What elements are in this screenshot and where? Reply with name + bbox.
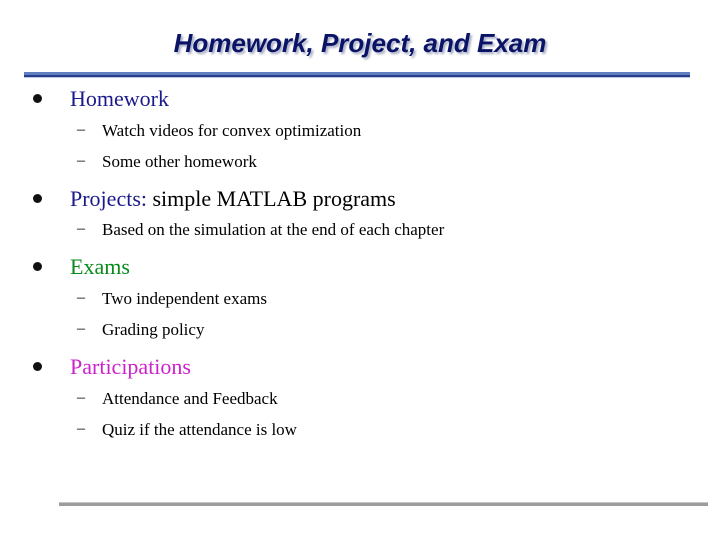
subitem-text: Quiz if the attendance is low	[102, 420, 297, 439]
footer-rule	[59, 502, 708, 506]
dash-icon: –	[77, 289, 85, 306]
bullet-label: Participations	[70, 354, 191, 379]
bullet-label: Homework	[70, 86, 169, 111]
dash-icon: –	[77, 152, 85, 169]
subitem-text: Some other homework	[102, 152, 257, 171]
bullet-dot-icon	[33, 262, 42, 271]
slide-title: Homework, Project, and Exam	[173, 28, 547, 58]
dash-icon: –	[77, 420, 85, 437]
dash-icon: –	[77, 389, 85, 406]
title-underline	[24, 72, 690, 78]
bullet-dot-icon	[33, 94, 42, 103]
subitem-text: Grading policy	[102, 320, 205, 339]
projects-label-colored: Projects:	[70, 186, 147, 211]
subitem-text: Two independent exams	[102, 289, 267, 308]
dash-icon: –	[77, 320, 85, 337]
subitem-text: Attendance and Feedback	[102, 389, 278, 408]
subitem-text: Based on the simulation at the end of each chapter	[102, 220, 445, 239]
bullet-label	[70, 186, 396, 212]
dash-icon: –	[77, 220, 85, 237]
bullet-dot-icon	[33, 362, 42, 371]
dash-icon: –	[77, 121, 85, 138]
projects-label-rest: simple MATLAB programs	[147, 186, 396, 211]
subitem-text: Watch videos for convex optimization	[102, 121, 362, 140]
bullet-dot-icon	[33, 194, 42, 203]
bullet-label: Exams	[70, 254, 130, 279]
